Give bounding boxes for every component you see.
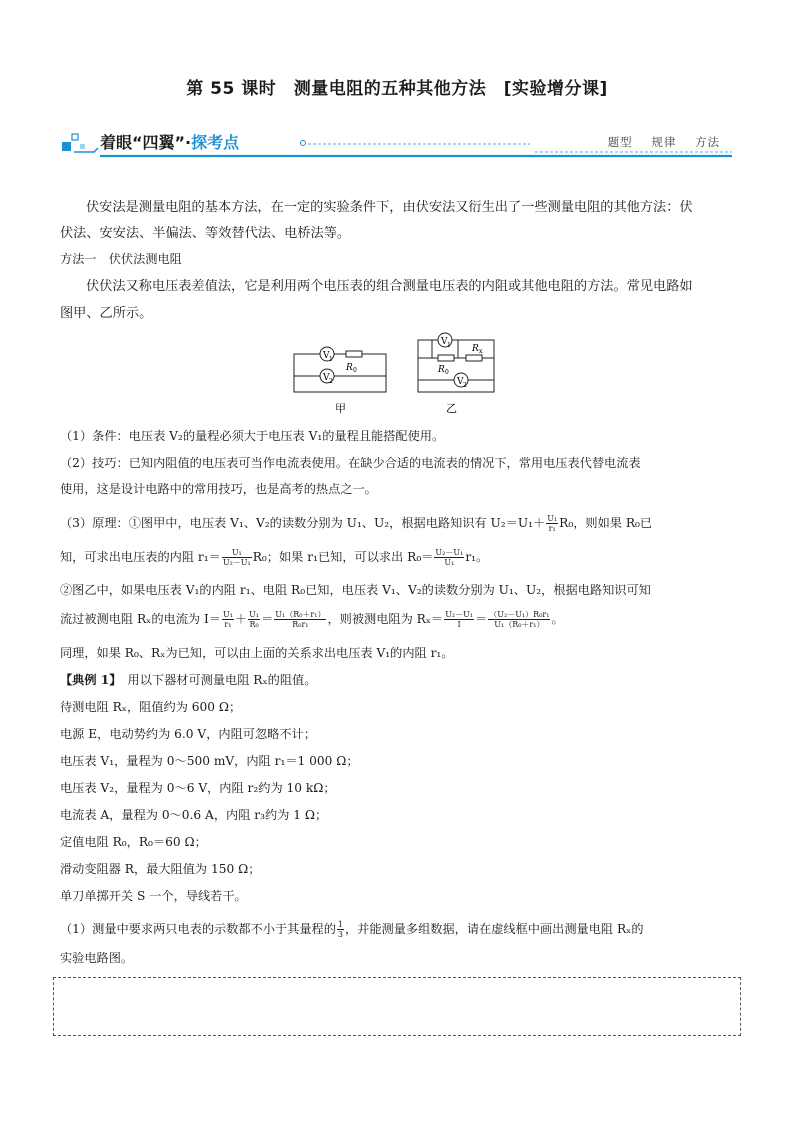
question-1-cont: 实验电路图。 — [60, 951, 134, 965]
r0-label: R — [346, 363, 353, 373]
point-technique: （2）技巧：已知内阻值的电压表可当作电流表使用。在缺少合适的电流表的情况下，常用电压表代替电流表 — [60, 456, 641, 470]
text-run: （3）原理：①图甲中，电压表 V₁、V₂的读数分别为 U₁、U₂，根据电路知识有 U₂＝U₁＋ — [60, 516, 546, 530]
intro-paragraph-2-cont — [60, 300, 736, 327]
fraction — [546, 514, 558, 533]
example-label: 【典例 1】 — [60, 673, 116, 687]
equipment-item: 电压表 V₂，量程为 0～6 V，内阻 r₂约为 10 kΩ； — [60, 781, 336, 795]
fraction — [222, 610, 234, 629]
r0-sub: 0 — [353, 367, 357, 374]
v1-sub: 1 — [329, 356, 333, 363]
point-principle-d — [60, 606, 736, 633]
figure-caption: 乙 — [446, 402, 457, 415]
v2-label: V — [457, 377, 464, 387]
v2-sub: 2 — [329, 378, 333, 385]
text-run: ＝ — [475, 612, 488, 626]
text-run: 流过被测电阻 Rₓ的电流为 I＝ — [60, 612, 221, 626]
banner-tag: 方法 — [695, 135, 720, 149]
equipment-item: 待测电阻 Rₓ，阻值约为 600 Ω； — [60, 700, 242, 714]
intro-line: 图甲、乙所示。 — [60, 306, 153, 321]
resistor-icon — [466, 355, 482, 361]
example-heading — [60, 667, 736, 694]
r0-sub: 0 — [445, 369, 449, 376]
circuit-figure-jia — [290, 340, 390, 420]
section-banner — [60, 128, 732, 158]
point-principle-b — [60, 544, 736, 571]
frac-num: U₁ — [249, 610, 260, 619]
fraction — [337, 920, 344, 939]
rx-label: R — [472, 344, 479, 354]
frac-den: U₁（R₀＋r₁） — [494, 620, 545, 629]
frac-den: R₀ — [249, 620, 259, 629]
figure-caption: 甲 — [335, 402, 346, 415]
v2-label: V — [323, 373, 330, 383]
text-run: ，并能测量多组数据，请在虚线框中画出测量电阻 Rₓ的 — [344, 922, 644, 936]
fraction — [274, 610, 326, 629]
frac-num: U₁ — [222, 548, 252, 558]
text-run: ＋ — [234, 612, 248, 626]
intro-paragraph-1-cont — [60, 220, 736, 247]
fraction — [488, 610, 550, 629]
fraction — [444, 610, 474, 629]
rx-sub: x — [479, 348, 483, 355]
frac-den: r₁ — [548, 524, 556, 533]
v1-label: V — [441, 337, 448, 347]
equipment-item: 定值电阻 R₀，R₀＝60 Ω； — [60, 835, 207, 849]
frac-den: R₀r₁ — [292, 620, 309, 629]
text-run: R₀，则如果 R₀已 — [559, 516, 653, 530]
intro-paragraph-2 — [60, 273, 736, 300]
intro-paragraph-1 — [60, 194, 736, 221]
frac-num: U₂－U₁ — [435, 548, 464, 557]
equipment-item: 电流表 A，量程为 0～0.6 A，内阻 r₃约为 1 Ω； — [60, 808, 328, 822]
equipment-item: 电源 E，电动势约为 6.0 V，内阻可忽略不计； — [60, 727, 316, 741]
banner-highlight: 探考点 — [191, 133, 240, 152]
point-technique-cont: 使用，这是设计电路中的常用技巧，也是高考的热点之一。 — [60, 482, 377, 496]
v1-label: V — [323, 351, 330, 361]
equipment-item: 单刀单掷开关 S 一个，导线若干。 — [60, 889, 247, 903]
text-run: 。 — [551, 612, 564, 626]
text-run: R₀；如果 r₁已知，可以求出 R₀＝ — [252, 550, 434, 564]
text-run: ，则被测电阻为 Rₓ＝ — [327, 612, 444, 626]
point-principle-a — [60, 510, 736, 537]
example-prompt: 用以下器材可测量电阻 Rₓ的阻值。 — [115, 673, 317, 687]
page-title: 第 55 课时 测量电阻的五种其他方法 [实验增分课] — [186, 79, 608, 99]
banner-tag: 题型 — [607, 135, 633, 149]
question-1 — [60, 916, 736, 943]
v1-sub: 1 — [447, 342, 451, 349]
frac-num: U₁（R₀＋r₁） — [275, 610, 326, 619]
text-run: ＝ — [261, 612, 274, 626]
frac-num: U₁ — [547, 514, 558, 523]
equipment-item: 电压表 V₁，量程为 0～500 mV，内阻 r₁＝1 000 Ω； — [60, 754, 359, 768]
resistor-icon — [346, 351, 362, 357]
banner-prefix: 着眼“四翼”· — [100, 133, 192, 152]
intro-line: 伏法、安安法、半偏法、等效替代法、电桥法等。 — [60, 226, 351, 241]
text-run: 知，可求出电压表的内阻 r₁＝ — [60, 550, 221, 564]
frac-den: 3 — [337, 930, 343, 939]
banner-tags — [594, 134, 720, 150]
text-run: r₁。 — [465, 550, 489, 564]
frac-num: U₂－U₁ — [445, 610, 474, 619]
answer-drawing-box[interactable] — [53, 977, 741, 1036]
circuit-figure-yi — [412, 328, 500, 420]
intro-line: 伏伏法又称电压表差值法，它是利用两个电压表的组合测量电压表的内阻或其他电阻的方法。常见电路如 — [86, 279, 693, 294]
fraction — [434, 548, 464, 567]
frac-num: 1 — [337, 920, 343, 929]
equipment-item: 滑动变阻器 R，最大阻值为 150 Ω； — [60, 862, 261, 876]
banner-tag: 规律 — [651, 135, 677, 149]
fraction — [222, 548, 252, 567]
frac-num: （U₂－U₁）R₀r₁ — [489, 610, 550, 619]
frac-den: r₁ — [224, 620, 232, 629]
frac-den: U₁ — [444, 558, 455, 567]
point-principle-c: ②图乙中，如果电压表 V₁的内阻 r₁、电阻 R₀已知，电压表 V₁、V₂的读数分别为 U₁、U₂，根据电路知识可知 — [60, 583, 651, 597]
method1-heading: 方法一 伏伏法测电阻 — [60, 252, 182, 266]
frac-den: U₂－U₁ — [222, 558, 251, 567]
point-similarly: 同理，如果 R₀、Rₓ为已知，可以由上面的关系求出电压表 V₁的内阻 r₁。 — [60, 646, 454, 660]
intro-line: 伏安法是测量电阻的基本方法，在一定的实验条件下，由伏安法又衍生出了一些测量电阻的其他方法：伏 — [86, 200, 693, 215]
text-run: （1）测量中要求两只电表的示数都不小于其量程的 — [60, 922, 336, 936]
point-condition: （1）条件：电压表 V₂的量程必须大于电压表 V₁的量程且能搭配使用。 — [60, 429, 445, 443]
frac-den: I — [457, 620, 461, 629]
resistor-icon — [438, 355, 454, 361]
r0-label: R — [438, 365, 445, 375]
frac-num: U₁ — [222, 610, 233, 619]
fraction — [248, 610, 260, 629]
banner-title — [100, 130, 239, 153]
v2-sub: 2 — [463, 382, 467, 389]
